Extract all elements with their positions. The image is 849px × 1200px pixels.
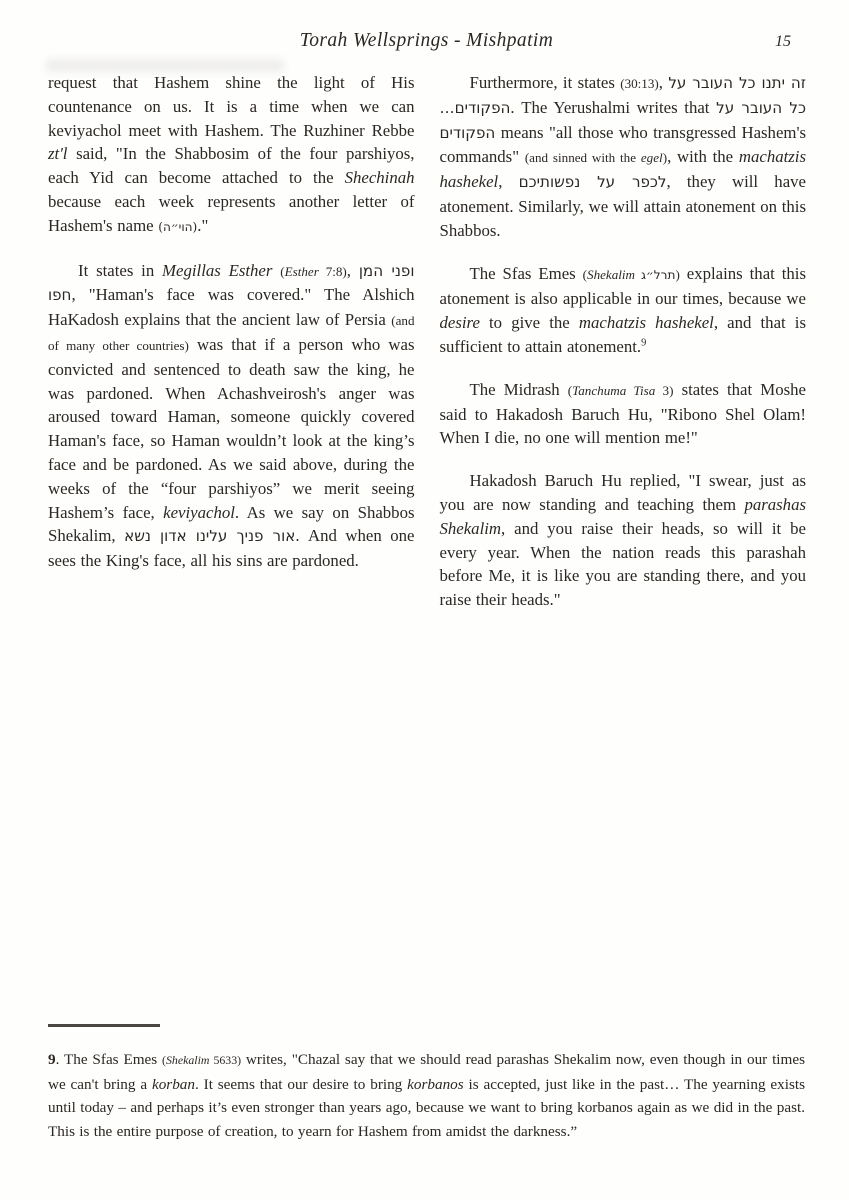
text-run: keviyachol [163,502,235,522]
text-run: ( [280,263,285,279]
text-run: writes, "Chazal say that we should read parashas Shekalim now, even though in our times we can't bring a [48,1051,805,1093]
two-column-body [48,71,806,612]
text-run: because each week represents another letter of Hashem's name [48,191,415,235]
text-run: ( [162,1053,166,1067]
text-run: The Midrash [469,379,568,399]
hebrew-text-run: (הוי״ה) [158,219,198,234]
text-run: Hakadosh Baruch Hu replied, "I swear, just as you are now standing and teaching them [439,471,806,514]
text-run: egel [640,150,663,166]
text-run: ( [567,382,573,398]
text-run: parashas Shekalim [439,494,806,538]
paragraph [48,71,415,240]
hebrew-text-run: זה יתנו כל העובר על הפקודים… [439,74,807,117]
text-run: states that Moshe said to Hakadosh Baruch Hu, "Ribono Shel Olam! When I die, no one will mention me!" [439,379,806,448]
text-run: , [498,172,519,192]
text-run: (30:13) [620,76,659,91]
text-run: . And when one sees the King's face, all his sins are pardoned. [48,526,415,571]
running-head-title: Torah Wellsprings - Mishpatim [299,30,554,51]
text-run: Megillas Esther [162,260,273,280]
paragraph [440,71,807,243]
paragraph [440,378,807,450]
text-run: means "all those who transgressed Hashem's commands" [439,122,806,167]
text-run: machatzis hashekel [578,313,714,333]
hebrew-text-run: ופני המן חפו [48,261,415,305]
paragraph [48,1048,805,1143]
footnote [48,1048,805,1143]
text-run: ) [675,266,680,282]
page-header [48,30,805,58]
text-run: , and you raise their heads, so will it be every year. When the nation reads this parashah before Me, it is like you are standing there, and you raise their heads." [439,518,806,610]
text-run: ." [197,215,209,235]
text-run: . It seems that our desire to bring [194,1075,408,1093]
text-run: zt'l [48,144,68,164]
text-run: (and of many other countries) [48,313,415,353]
footnote-divider [48,1024,160,1027]
text-run: Shechinah [344,168,415,188]
text-run: , with the [667,147,739,167]
paragraph [48,259,415,573]
left-column [48,71,415,612]
text-run: korban [151,1075,195,1093]
paragraph [440,469,807,612]
text-run: 5633) [209,1053,242,1067]
text-run: 9 [48,1051,56,1068]
hebrew-text-run: אור פניך עלינו אדון נשא [124,527,296,546]
text-run: Shekalim [587,266,636,282]
paragraph [440,262,807,359]
text-run: 3) [655,382,674,398]
text-run: korbanos [407,1075,464,1093]
text-run: . As we say on Shabbos Shekalim, [48,502,415,546]
right-column [440,71,807,612]
text-run: said, "In the Shabbosim of the four parshiyos, each Yid can become attached to the [48,144,415,188]
text-run: Tanchuma Tisa [572,382,656,398]
footnote-area [48,1024,805,1143]
text-run: Esther [284,263,319,279]
text-run: to give the [479,313,579,333]
text-run: ) [662,150,668,166]
text-run: desire [439,313,480,333]
hebrew-text-run: כל העובר על הפקודים [439,98,806,142]
page-number: 15 [775,33,791,50]
text-run: ( [582,266,588,282]
text-run: . The Sfas Emes [55,1051,163,1068]
text-run: (and sinned with the [524,150,641,166]
text-run: . The Yerushalmi writes that [510,97,717,117]
text-run: It states in [78,260,163,280]
text-run: The Sfas Emes [469,263,583,283]
text-run: 7:8) [318,263,347,279]
text-run: request that Hashem shine the light of His countenance on us. It is a time when we can keviyachol meet with Hashem. The Ruzhiner Rebbe [48,73,415,140]
text-run: was that if a person who was convicted and sentenced to death saw the king, he was pardoned. When Achashveirosh's anger was aroused toward Haman, someone quickly covered Haman's face, so Haman wouldn’t look at the king’s face and be pardoned. As we said above, during the weeks of the “four parshiyos” we merit seeing Hashem’s face, [48,334,415,522]
text-run: , they will have atonement. Similarly, we will attain atonement on this Shabbos. [439,172,806,240]
text-run: , [346,260,359,280]
text-run: Furthermore, it states [469,73,621,92]
text-run: , [658,73,669,92]
text-run: Shekalim [166,1053,210,1067]
text-run: machatzis hashekel [439,147,806,192]
hebrew-text-run: תרל״ג [641,267,676,282]
text-run: , "Haman's face was covered." The Alshich HaKadosh explains that the ancient law of Persia [48,285,415,330]
hebrew-text-run: לכפר על נפשותיכם [518,173,667,192]
text-run: 9 [641,337,647,349]
text-run: , and that is sufficient to attain atonement. [439,313,806,356]
text-run: is accepted, just like in the past… The yearning exists until today – and perhaps it’s even stronger than years ago, because we want to bring korbanos again as we did in the past. This is the entire purpose of creation, to yearn for Hashem from amidst the darkness.” [48,1075,806,1140]
text-run: explains that this atonement is also applicable in our times, because we [439,263,807,309]
